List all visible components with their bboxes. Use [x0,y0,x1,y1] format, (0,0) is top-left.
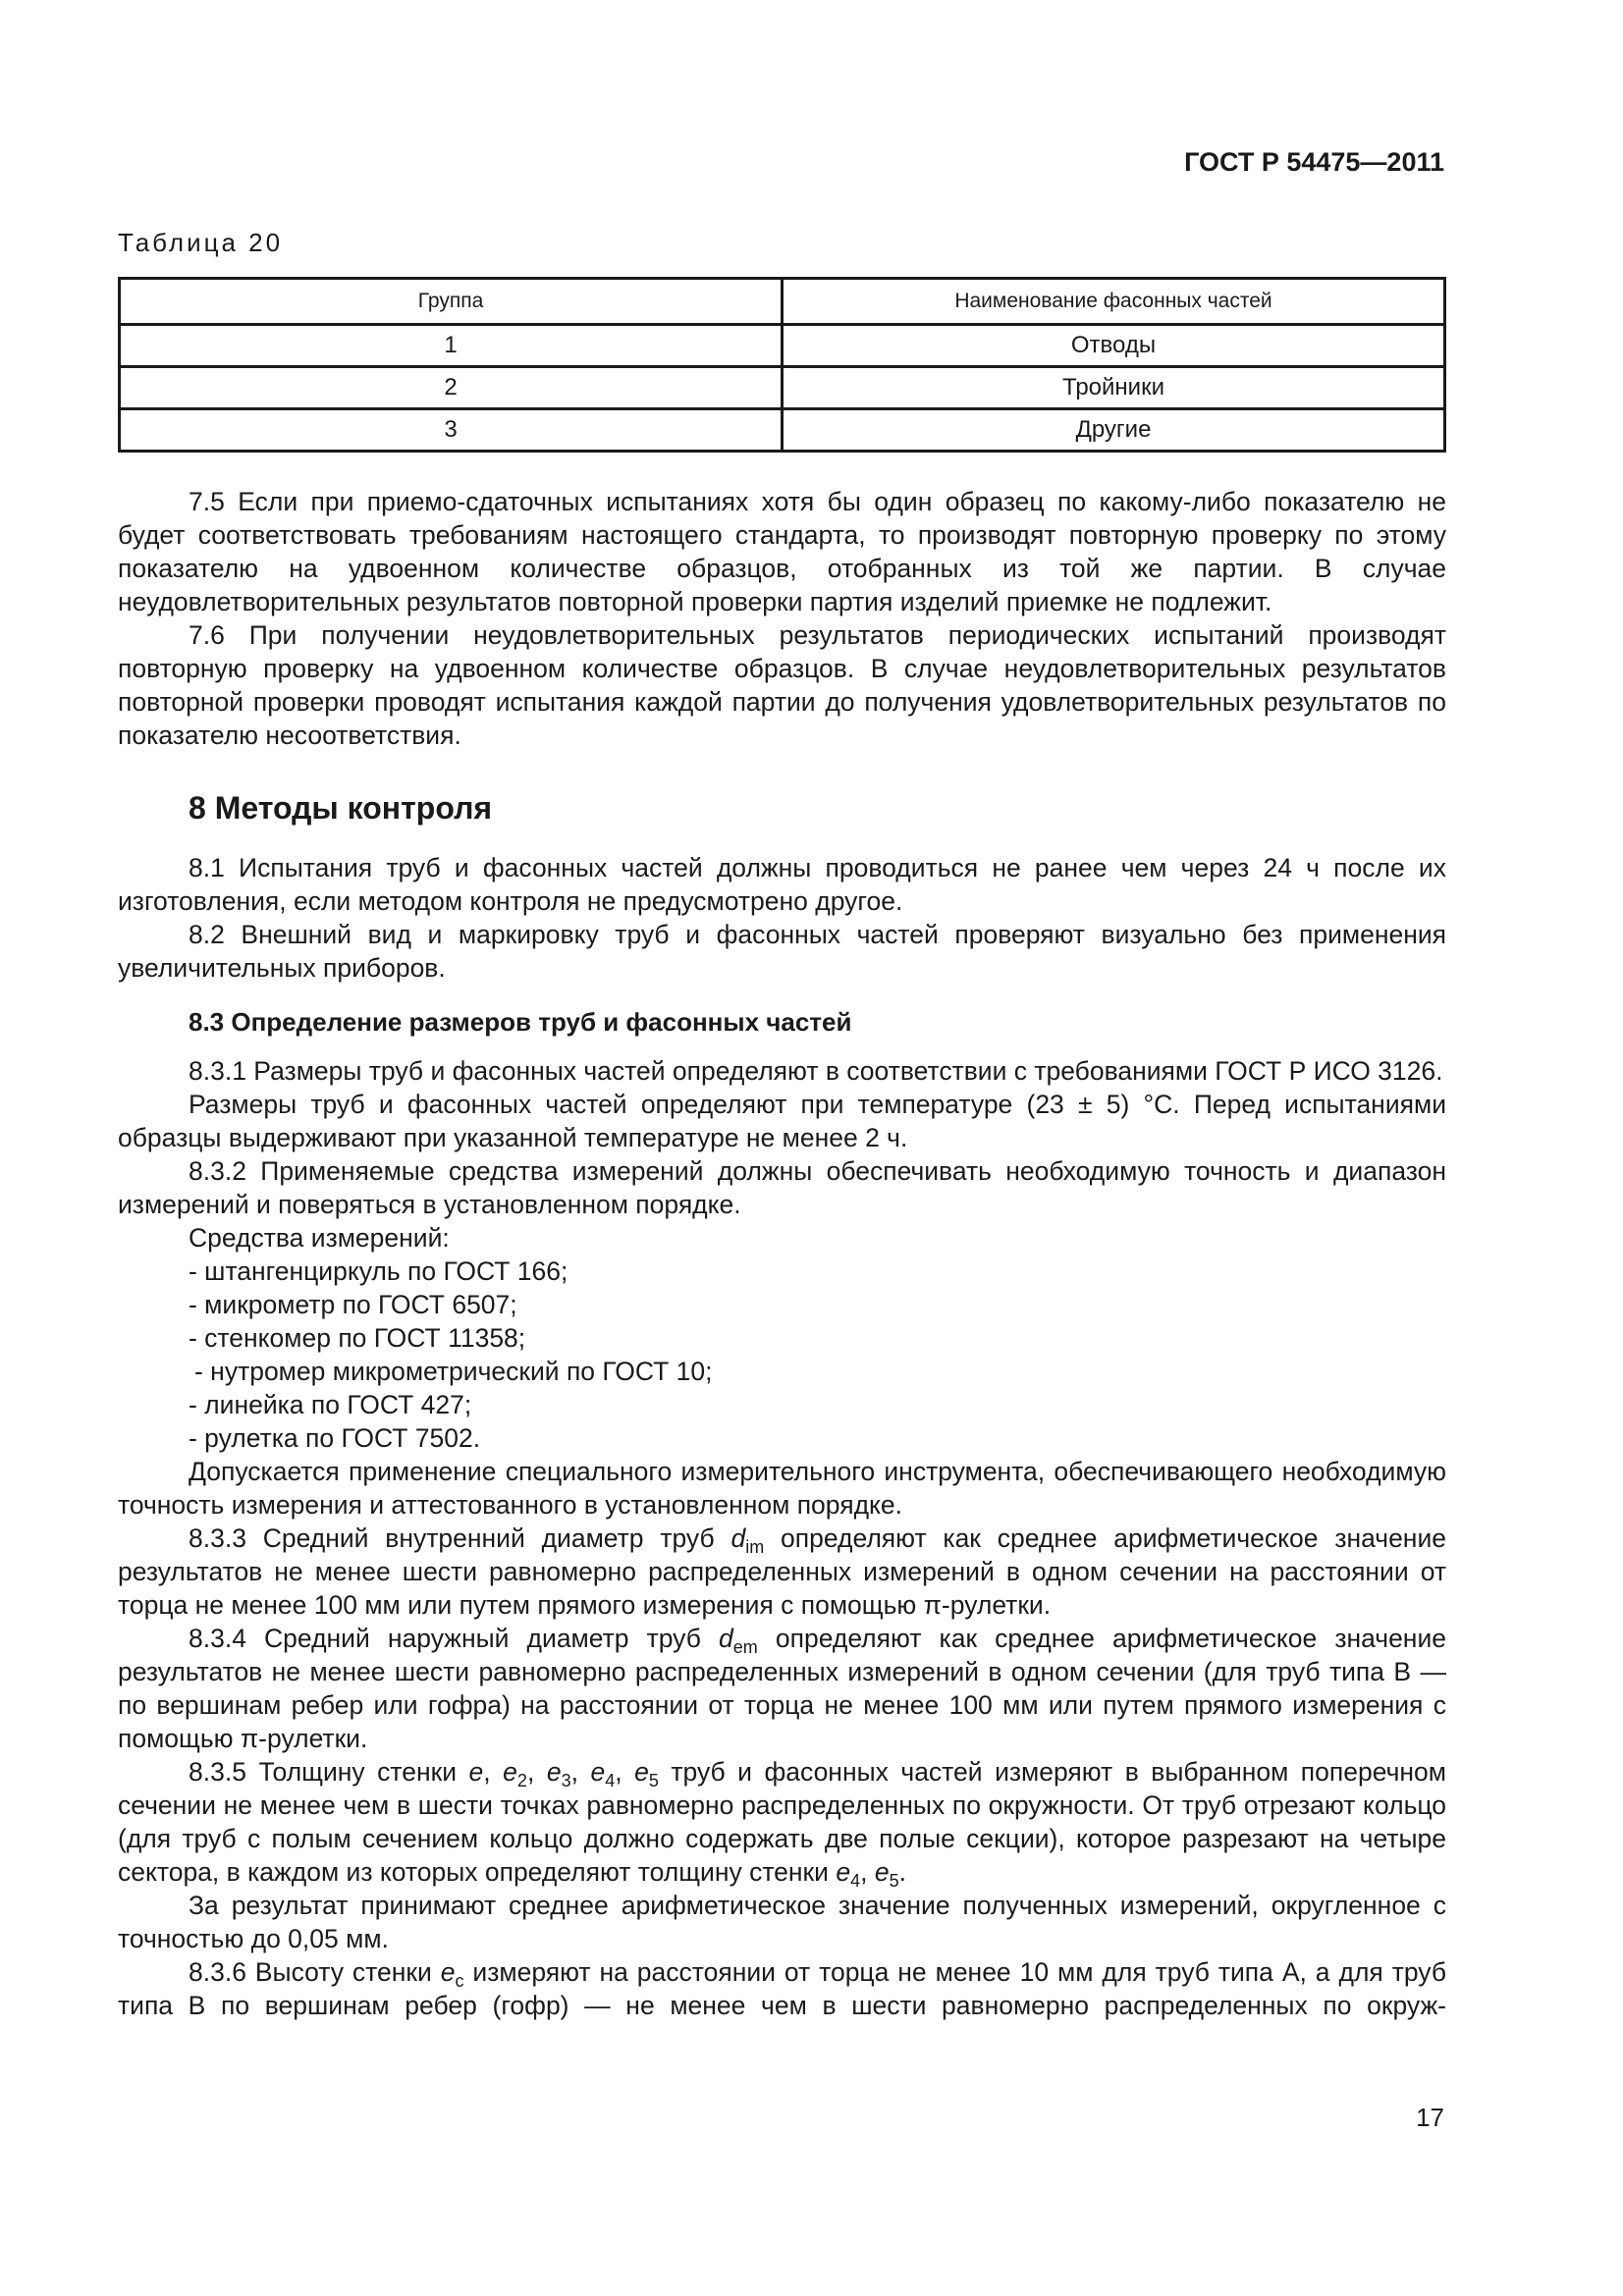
subsection-heading-8-3: 8.3 Определение размеров труб и фасонных частей [189,1007,852,1037]
subsection-8-3 [118,1005,1446,1039]
symbol-subscript: 2 [516,1771,527,1790]
paragraph-8-3-5: 8.3.5 Толщину стенки e, $e_2$, $e_3$, $e_4$, $e_5$ труб и фасонных частей измеряют в выбранном поперечном сечении не менее чем в шести точках равномерно распределенных по окружности. От труб отрезают кольцо (для труб с полым сечением кольцо должно содержать две полые секции), которое разрезают на четыре сектора, в каждом из которых определяют толщину стенки $e_4$, $e_5$. [118,1757,1446,1891]
list-item: - линейка по ГОСТ 427; [189,1390,472,1419]
table-cell-name: Другие [783,409,1445,452]
paragraph-7-6: 7.6 При получении неудовлетворительных результатов периодических испытаний производят повторную проверку на удвоенном количестве образцов. В случае неудовлетворительных результатов повторной проверки проводят испытания каждой партии до получения удовлетворительных результатов по показателю несоответствия. [118,620,1446,750]
symbol-e: e [874,1857,890,1887]
paragraph-8-3-6: 8.3.6 Высоту стенки $e_c$ измеряют на расстоянии от торца не менее 10 мм для труб типа А, а для труб типа В по вершинам ребер (гофр) — не менее чем в шести равномерно распределенных по окруж- [118,1957,1446,2020]
list-item: - микрометр по ГОСТ 6507; [189,1290,517,1319]
body-text-top [118,485,1446,752]
body-text-section-8 [118,851,1446,985]
paragraph-8-3-1-temp: Размеры труб и фасонных частей определяют при температуре (23 ± 5) °С. Перед испытаниями образцы выдерживают при указанной температуре не менее 2 ч. [118,1090,1446,1152]
paragraph-8-2: 8.2 Внешний вид и маркировку труб и фасонных частей проверяют визуально без применения увеличительных приборов. [118,920,1446,983]
table-row [120,367,1445,409]
symbol-d: d [730,1523,746,1553]
paragraph-8-3-4: 8.3.4 Средний наружный диаметр труб $d_{em}$ определяют как среднее арифметическое значение результатов не менее шести равномерно распределенных измерений в одном сечении (для труб типа В — по вершинам ребер или гофра) на расстоянии от торца не менее 100 мм или путем прямого измерения с помощью π-рулетки. [118,1624,1446,1753]
table-caption: Таблица 20 [118,228,284,257]
page-number: 17 [1416,2103,1444,2132]
symbol-e: e [634,1757,649,1787]
table-row [120,409,1445,452]
symbol-e: e [503,1757,517,1787]
tools-title: Средства измерений: [189,1223,450,1253]
paragraph-8-3-3: 8.3.3 Средний внутренний диаметр труб $d_{im}$ определяют как среднее арифметическое значение результатов не менее шести равномерно распределенных измерений в одном сечении на расстоянии от торца не менее 100 мм или путем прямого измерения с помощью π-рулетки. [118,1523,1446,1620]
table-cell-group: 2 [120,367,783,409]
section-8 [118,791,1446,825]
symbol-subscript: 5 [889,1871,899,1891]
symbol-subscript: im [745,1537,765,1557]
table-cell-name: Тройники [783,367,1445,409]
column-header-name: Наименование фасонных частей [783,279,1445,325]
symbol-e: e [440,1957,456,1987]
table-20 [118,277,1446,453]
paragraph-8-1: 8.1 Испытания труб и фасонных частей должны проводиться не ранее чем через 24 ч после их изготовления, если методом контроля не предусмотрено другое. [118,853,1446,916]
table-cell-group: 1 [120,325,783,367]
symbol-subscript: c [455,1971,464,1991]
symbol-subscript: 4 [850,1871,861,1891]
symbol-subscript: em [732,1637,758,1657]
paragraph-7-5: 7.5 Если при приемо-сдаточных испытаниях хотя бы один образец по какому-либо показателю не будет соответствовать требованиям настоящего стандарта, то производят повторную проверку по этому показателю на удвоенном количестве образцов, отобранных из той же партии. В случае неудовлетворительных результатов повторной проверки партия изделий приемке не подлежит. [118,487,1446,616]
section-heading-8: 8 Методы контроля [189,790,493,826]
symbol-subscript: 5 [648,1771,659,1790]
list-item: - штангенциркуль по ГОСТ 166; [189,1256,568,1286]
list-item: - стенкомер по ГОСТ 11358; [189,1323,526,1353]
symbol-subscript: 3 [561,1771,571,1790]
symbol-subscript: 4 [605,1771,616,1790]
table-cell-name: Отводы [783,325,1445,367]
document-code: ГОСТ Р 54475—2011 [1184,147,1444,177]
body-text-section-8-3 [118,1054,1446,2022]
paragraph-result: За результат принимают среднее арифметическое значение полученных измерений, округленное с точностью до 0,05 мм. [118,1891,1446,1953]
table-cell-group: 3 [120,409,783,452]
symbol-e: e [546,1757,562,1787]
paragraph-allowed-tools: Допускается применение специального измерительного инструмента, обеспечивающего необходимую точность измерения и аттестованного в установленном порядке. [118,1457,1446,1520]
symbol-d: d [719,1624,733,1653]
symbol-e: e [836,1857,851,1887]
table-header-row [120,279,1445,325]
symbol-e: e [468,1757,484,1787]
symbol-e: e [590,1757,606,1787]
paragraph-8-3-2: 8.3.2 Применяемые средства измерений должны обеспечивать необходимую точность и диапазон измерений и поверяться в установленном порядке. [118,1156,1446,1219]
list-item: - рулетка по ГОСТ 7502. [189,1423,481,1453]
column-header-group: Группа [120,279,783,325]
table-row [120,325,1445,367]
paragraph-8-3-1: 8.3.1 Размеры труб и фасонных частей определяют в соответствии с требованиями ГОСТ Р ИСО 3126. [189,1056,1443,1086]
list-item: - нутромер микрометрический по ГОСТ 10; [194,1357,713,1386]
